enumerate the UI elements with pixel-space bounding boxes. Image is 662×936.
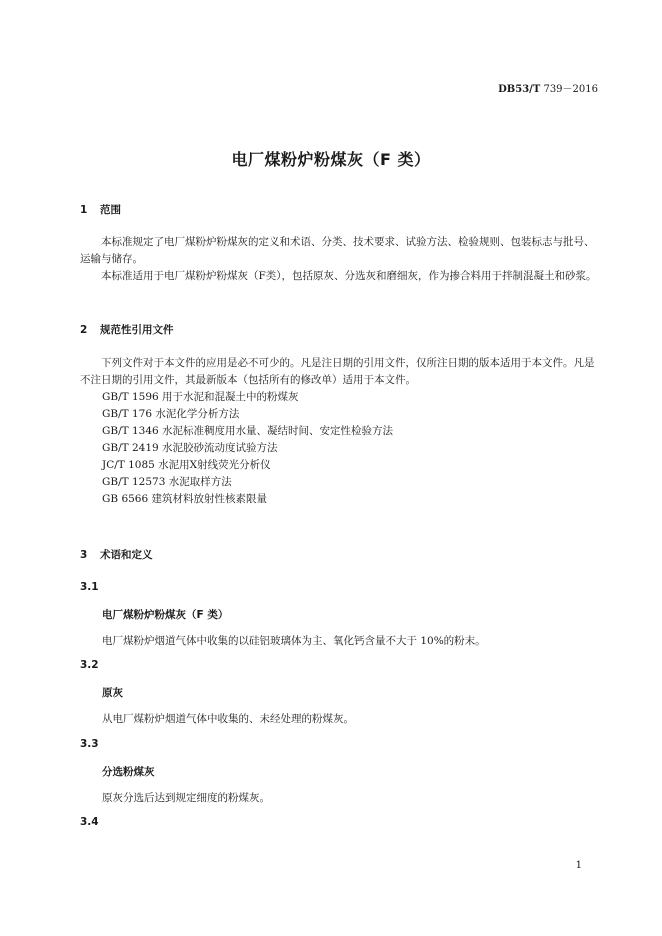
standard-number: 739－2016 <box>543 84 598 95</box>
reference-item: JC/T 1085 水泥用X射线荧光分析仪 <box>102 459 271 471</box>
term-name: 分选粉煤灰 <box>102 766 155 778</box>
section-title: 术语和定义 <box>100 549 153 561</box>
section-heading-references <box>80 322 174 337</box>
reference-item: GB/T 1346 水泥标准稠度用水量、凝结时间、安定性检验方法 <box>102 425 394 437</box>
clause-number: 3.3 <box>80 738 99 750</box>
term-definition: 从电厂煤粉炉烟道气体中收集的、未经处理的粉煤灰。 <box>102 713 354 725</box>
scope-paragraph: 本标准适用于电厂煤粉炉粉煤灰（F类），包括原灰、分选灰和磨细灰，作为掺合料用于拌制混凝土和砂浆。 <box>101 270 597 282</box>
clause-number: 3.4 <box>80 816 99 828</box>
section-number: 1 <box>80 204 88 216</box>
section-heading-terms <box>80 547 153 562</box>
section-title: 范围 <box>100 204 121 216</box>
reference-item: GB/T 176 水泥化学分析方法 <box>102 408 240 420</box>
clause-number: 3.2 <box>80 659 99 671</box>
term-definition: 原灰分选后达到规定细度的粉煤灰。 <box>102 792 270 804</box>
page-number: 1 <box>575 860 582 871</box>
scope-paragraph: 本标准规定了电厂煤粉炉粉煤灰的定义和术语、分类、技术要求、试验方法、检验规则、包装标志与批号、运输与储存。 <box>80 236 595 265</box>
reference-item: GB/T 12573 水泥取样方法 <box>102 476 232 488</box>
section-title: 规范性引用文件 <box>100 324 174 336</box>
standard-code-header <box>498 80 598 95</box>
page-title: 电厂煤粉炉粉煤灰（F 类） <box>231 150 431 169</box>
section-heading-scope <box>80 202 121 217</box>
term-definition: 电厂煤粉炉烟道气体中收集的以硅铝玻璃体为主、氧化钙含量不大于 10%的粉末。 <box>102 635 486 647</box>
section-number: 2 <box>80 324 88 336</box>
standard-prefix: DB53/T <box>498 84 541 95</box>
clause-number: 3.1 <box>80 581 99 593</box>
reference-item: GB 6566 建筑材料放射性核素限量 <box>102 493 268 505</box>
term-name: 原灰 <box>102 687 123 699</box>
references-intro: 下列文件对于本文件的应用是必不可少的。凡是注日期的引用文件，仅所注日期的版本适用于本文件。凡是不注日期的引用文件，其最新版本（包括所有的修改单）适用于本文件。 <box>80 357 595 386</box>
section-number: 3 <box>80 549 88 561</box>
term-name: 电厂煤粉炉粉煤灰（F 类） <box>102 609 229 621</box>
reference-item: GB/T 2419 水泥胶砂流动度试验方法 <box>102 442 278 454</box>
reference-item: GB/T 1596 用于水泥和混凝土中的粉煤灰 <box>102 391 299 403</box>
